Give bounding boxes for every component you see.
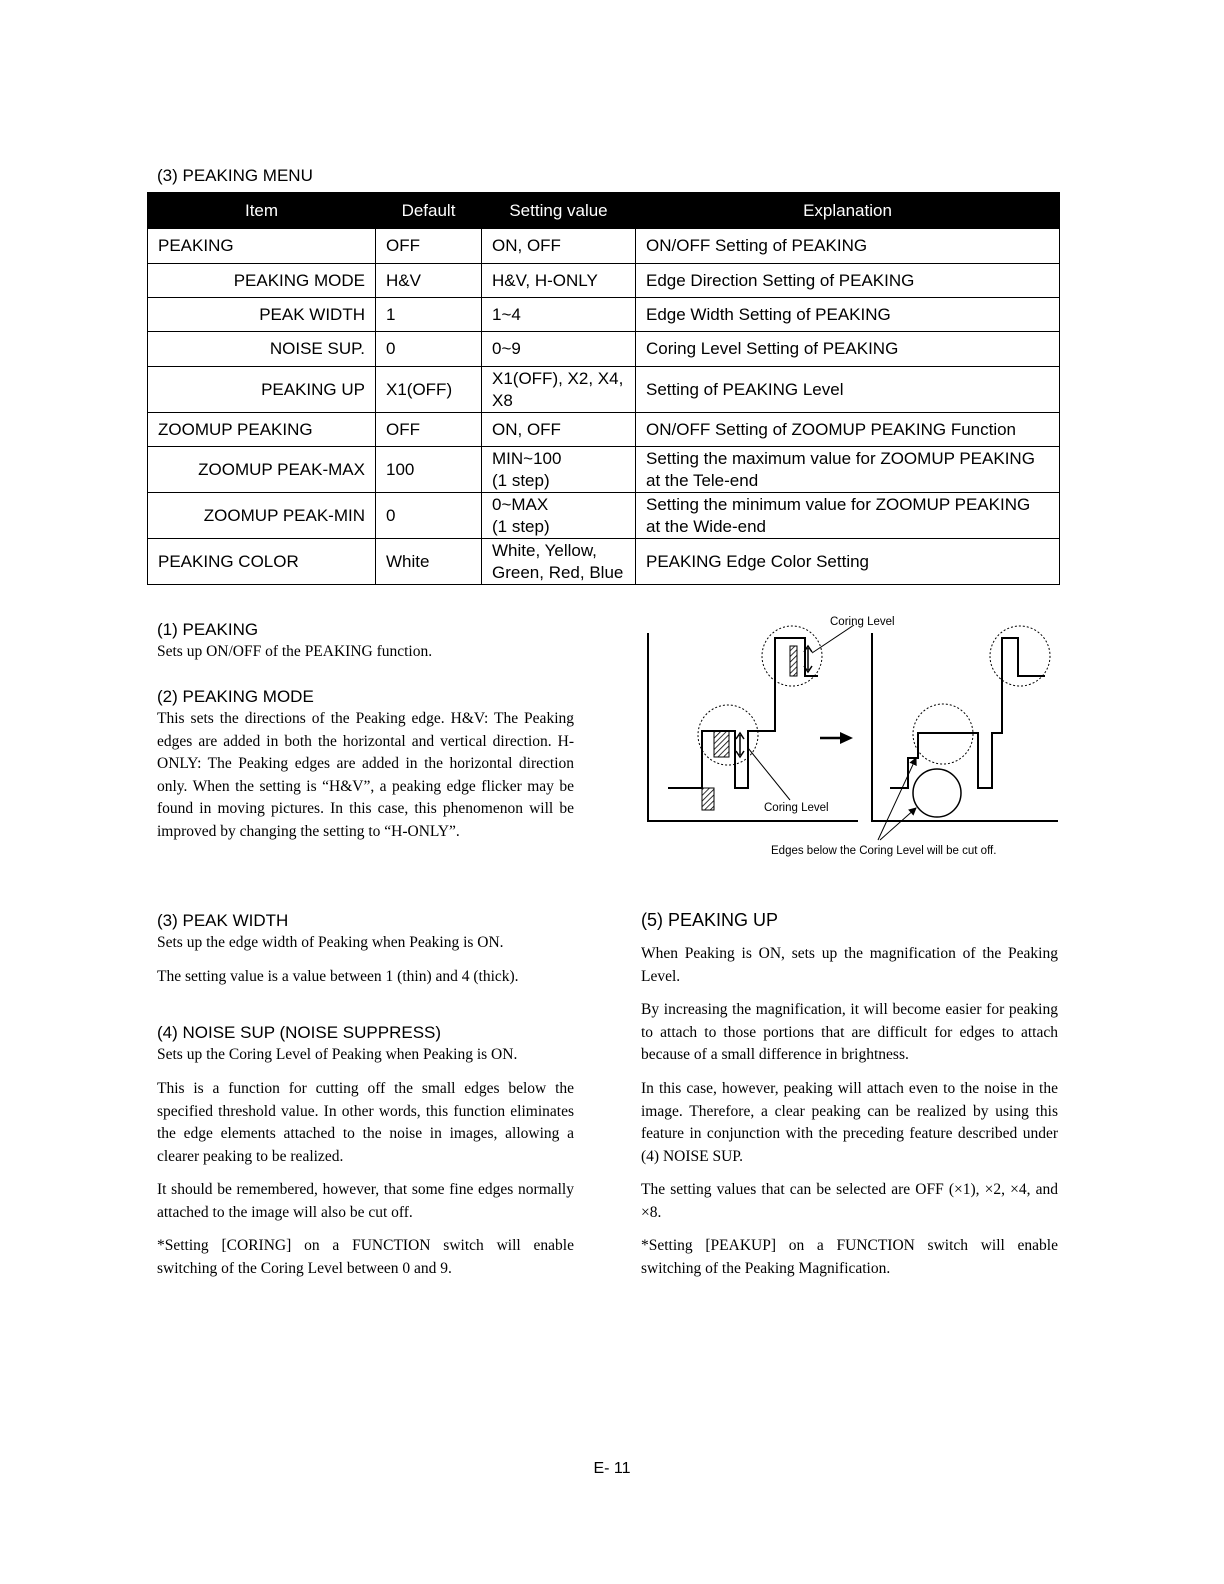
setting-cell: H&V, H-ONLY: [482, 264, 636, 298]
table-row: [148, 298, 1060, 332]
default-cell: White: [376, 539, 482, 585]
noise-sup-title: (4) NOISE SUP (NOISE SUPPRESS): [157, 1023, 442, 1042]
solid-circle: [913, 769, 961, 817]
table-row: [148, 367, 1060, 413]
default-cell: 1: [376, 298, 482, 332]
default-cell: H&V: [376, 264, 482, 298]
setting-line: 0~MAX: [492, 494, 549, 514]
item-cell: PEAKING MODE: [148, 264, 376, 298]
setting-cell: 0~9: [482, 332, 636, 367]
coring-arrow: [736, 733, 744, 757]
peaking-up-text-4: The setting values that can be selected are OFF (×1), ×2, ×4, and ×8.: [641, 1181, 1058, 1221]
coring-level-diagram: [640, 608, 1065, 863]
transition-arrowhead: [840, 732, 853, 744]
explanation-cell: Setting of PEAKING Level: [636, 367, 1060, 413]
item-cell: PEAK WIDTH: [148, 298, 376, 332]
leader-line: [812, 625, 854, 653]
left-panel-frame: [648, 633, 858, 821]
peaking-up-text-1: When Peaking is ON, sets up the magnification of the Peaking Level.: [641, 945, 1058, 985]
default-cell: OFF: [376, 229, 482, 264]
setting-cell: ON, OFF: [482, 413, 636, 447]
peaking-mode-text: This sets the directions of the Peaking edge. H&V: The Peaking edges are added in both the horizontal and vertical direction. H-ONLY: The Peaking edges are added in the horizontal direction only. When the setting is “H&V”, a peaking edge flicker may be found in moving pictures. In this case, this phenomenon will be improved by changing the setting to “H-ONLY”.: [157, 710, 574, 840]
noise-sup-text-3: It should be remembered, however, that some fine edges normally attached to the image will also be cut off.: [157, 1181, 574, 1221]
noise-sup-text-2: This is a function for cutting off the small edges below the specified threshold value. In other words, this function eliminates the edge elements attached to the noise in images, allowing a clearer peaking to be realized.: [157, 1080, 574, 1165]
item-cell: PEAKING COLOR: [148, 539, 376, 585]
setting-cell: X1(OFF), X2, X4, X8: [482, 367, 636, 413]
pointer-line: [878, 758, 916, 840]
peaking-up-title: (5) PEAKING UP: [641, 910, 779, 930]
explanation-cell: ON/OFF Setting of ZOOMUP PEAKING Function: [636, 413, 1060, 447]
header-default: Default: [376, 193, 482, 229]
peak-width-text-2: The setting value is a value between 1 (thin) and 4 (thick).: [157, 968, 519, 985]
item-cell: NOISE SUP.: [148, 332, 376, 367]
explanation-cell: Coring Level Setting of PEAKING: [636, 332, 1060, 367]
table-row: [148, 447, 1060, 493]
default-cell: X1(OFF): [376, 367, 482, 413]
header-explanation: Explanation: [636, 193, 1060, 229]
peaking-up-text-3: In this case, however, peaking will attach even to the noise in the image. Therefore, a clear peaking can be realized by using this feature in conjunction with the preceding feature described under (4) NOISE SUP.: [641, 1080, 1058, 1165]
item-cell: ZOOMUP PEAK-MAX: [148, 447, 376, 493]
coring-level-label-bottom: Coring Level: [764, 802, 829, 814]
leader-line: [748, 748, 790, 800]
setting-line: MIN~100: [492, 448, 562, 468]
explanation-cell: Edge Width Setting of PEAKING: [636, 298, 1060, 332]
header-setting-value: Setting value: [482, 193, 636, 229]
item-cell: ZOOMUP PEAK-MIN: [148, 493, 376, 539]
menu-title: (3) PEAKING MENU: [157, 166, 313, 185]
peaking-section-title: (1) PEAKING: [157, 620, 259, 639]
header-item: Item: [148, 193, 376, 229]
peak-width-title: (3) PEAK WIDTH: [157, 911, 289, 930]
setting-line: (1 step): [492, 516, 550, 536]
default-cell: 0: [376, 332, 482, 367]
table-row: [148, 229, 1060, 264]
right-waveform: [890, 638, 1045, 788]
explanation-cell: ON/OFF Setting of PEAKING: [636, 229, 1060, 264]
page-number: E- 11: [593, 1460, 631, 1477]
table-row: [148, 413, 1060, 447]
explanation-cell: Edge Direction Setting of PEAKING: [636, 264, 1060, 298]
explanation-cell: Setting the minimum value for ZOOMUP PEAKING at the Wide-end: [636, 493, 1060, 539]
peaking-mode-title: (2) PEAKING MODE: [157, 687, 314, 706]
setting-cell: ON, OFF: [482, 229, 636, 264]
setting-cell: 1~4: [482, 298, 636, 332]
peaking-up-text-5: *Setting [PEAKUP] on a FUNCTION switch will enable switching of the Peaking Magnification.: [641, 1237, 1058, 1277]
peaking-section-text: Sets up ON/OFF of the PEAKING function.: [157, 643, 433, 660]
table-row: [148, 264, 1060, 298]
noise-sup-text-1: Sets up the Coring Level of Peaking when Peaking is ON.: [157, 1046, 518, 1063]
setting-line: (1 step): [492, 470, 550, 490]
setting-cell: [482, 493, 636, 539]
peaking-up-text-2: By increasing the magnification, it will become easier for peaking to attach to those portions that are difficult for edges to attach because of a small difference in brightness.: [641, 1001, 1058, 1063]
default-cell: 0: [376, 493, 482, 539]
default-cell: OFF: [376, 413, 482, 447]
hatched-edge-top: [790, 646, 797, 676]
table-row: [148, 539, 1060, 585]
table-header-row: [148, 193, 1060, 229]
explanation-cell: Setting the maximum value for ZOOMUP PEAKING at the Tele-end: [636, 447, 1060, 493]
hatched-edge-middle: [714, 731, 729, 757]
item-cell: PEAKING: [148, 229, 376, 264]
default-cell: 100: [376, 447, 482, 493]
explanation-cell: PEAKING Edge Color Setting: [636, 539, 1060, 585]
peaking-menu-table: [147, 192, 1060, 585]
setting-cell: White, Yellow, Green, Red, Blue: [482, 539, 636, 585]
table-row: [148, 332, 1060, 367]
setting-cell: [482, 447, 636, 493]
item-cell: ZOOMUP PEAKING: [148, 413, 376, 447]
diagram-caption: Edges below the Coring Level will be cut off.: [771, 845, 997, 857]
hatched-edge-bottom: [702, 788, 714, 810]
coring-level-label-top: Coring Level: [830, 616, 895, 628]
item-cell: PEAKING UP: [148, 367, 376, 413]
peak-width-text-1: Sets up the edge width of Peaking when Peaking is ON.: [157, 934, 504, 951]
table-row: [148, 493, 1060, 539]
noise-sup-text-4: *Setting [CORING] on a FUNCTION switch will enable switching of the Coring Level between 0 and 9.: [157, 1237, 574, 1277]
